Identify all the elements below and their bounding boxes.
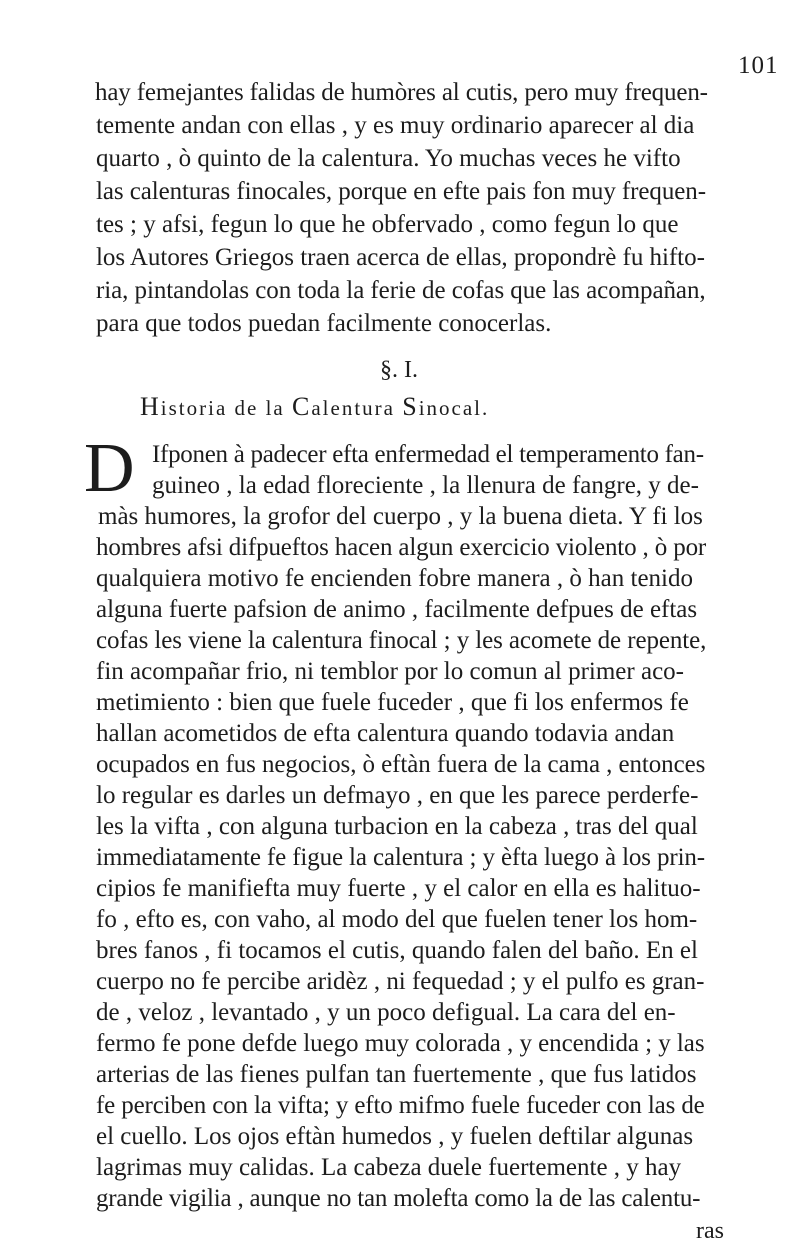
text-line: Ifponen à padecer efta enfermedad el temperamento fan-: [152, 441, 704, 468]
text-line: immediatamente fe figue la calentura ; y èfta luego à los prin-: [96, 844, 705, 871]
text-line: màs humores, la grofor del cuerpo , y la buena dieta. Y fi los: [98, 503, 703, 530]
text-line: guineo , la edad floreciente , la llenura de fangre, y de-: [152, 472, 699, 499]
text-line: hallan acometidos de efta calentura quando todavia andan: [96, 720, 675, 747]
heading-word: alentura: [311, 396, 403, 420]
heading-initial: H: [140, 392, 161, 421]
text-line: fo , efto es, con vaho, al modo del que fuelen tener los hom-: [96, 906, 698, 933]
text-line: para que todos puedan facilmente conocerlas.: [96, 310, 552, 337]
text-line: hombres afsi difpueftos hacen algun exercicio violento , ò por: [96, 534, 707, 561]
heading-word: inocal.: [418, 396, 490, 420]
section-number: §. I.: [380, 357, 418, 383]
text-line: las calenturas finocales, porque en efte pais fon muy frequen-: [96, 178, 706, 205]
text-line: cofas les viene la calentura finocal ; y les acomete de repente,: [96, 627, 707, 654]
drop-cap: D: [84, 430, 135, 507]
text-line: cuerpo no fe percibe aridèz , ni fequedad ; y el pulfo es gran-: [96, 968, 705, 995]
text-line: les la vifta , con alguna turbacion en la cabeza , tras del qual: [96, 813, 698, 840]
page-number: 101: [738, 52, 779, 79]
text-line: alguna fuerte pafsion de animo , facilmente defpues de eftas: [96, 596, 698, 623]
heading-initial: S: [402, 392, 419, 421]
text-line: lagrimas muy calidas. La cabeza duele fuertemente , y hay: [96, 1154, 682, 1181]
text-line: ocupados en fus negocios, ò eftàn fuera de la cama , entonces: [96, 751, 706, 778]
catchword: ras: [696, 1218, 724, 1244]
text-line: cipios fe manifiefta muy fuerte , y el calor en ella es halituo-: [96, 875, 701, 902]
section-heading: [140, 392, 489, 422]
text-line: fermo fe pone defde luego muy colorada , y encendida ; y las: [96, 1030, 705, 1057]
text-line: temente andan con ellas , y es muy ordinario aparecer al dia: [96, 112, 695, 139]
text-line: fin acompañar frio, ni temblor por lo comun al primer aco-: [96, 658, 684, 685]
text-line: lo regular es darles un defmayo , en que les parece perderfe-: [96, 782, 699, 809]
text-line: quarto , ò quinto de la calentura. Yo muchas veces he vifto: [96, 145, 681, 172]
text-line: el cuello. Los ojos eftàn humedos , y fuelen deftilar algunas: [96, 1123, 694, 1150]
text-line: arterias de las fienes pulfan tan fuertemente , que fus latidos: [96, 1061, 697, 1088]
text-line: metimiento : bien que fuele fuceder , que fi los enfermos fe: [96, 689, 689, 716]
text-line: hay femejantes falidas de humòres al cutis, pero muy frequen-: [95, 79, 708, 106]
heading-word: istoria de la: [160, 396, 292, 420]
text-line: los Autores Griegos traen acerca de ellas, propondrè fu hifto-: [96, 244, 705, 271]
text-line: ria, pintandolas con toda la ferie de cofas que las acompañan,: [96, 277, 706, 304]
text-line: de , veloz , levantado , y un poco defigual. La cara del en-: [96, 999, 676, 1026]
text-line: grande vigilia , aunque no tan molefta como la de las calentu-: [96, 1185, 701, 1212]
text-line: qualquiera motivo fe encienden fobre manera , ò han tenido: [96, 565, 693, 592]
text-line: fe perciben con la vifta; y efto mifmo fuele fuceder con las de: [96, 1092, 705, 1119]
text-line: bres fanos , fi tocamos el cutis, quando falen del baño. En el: [96, 937, 698, 964]
heading-initial: C: [292, 392, 312, 421]
text-line: tes ; y afsi, fegun lo que he obfervado , como fegun lo que: [96, 211, 679, 238]
